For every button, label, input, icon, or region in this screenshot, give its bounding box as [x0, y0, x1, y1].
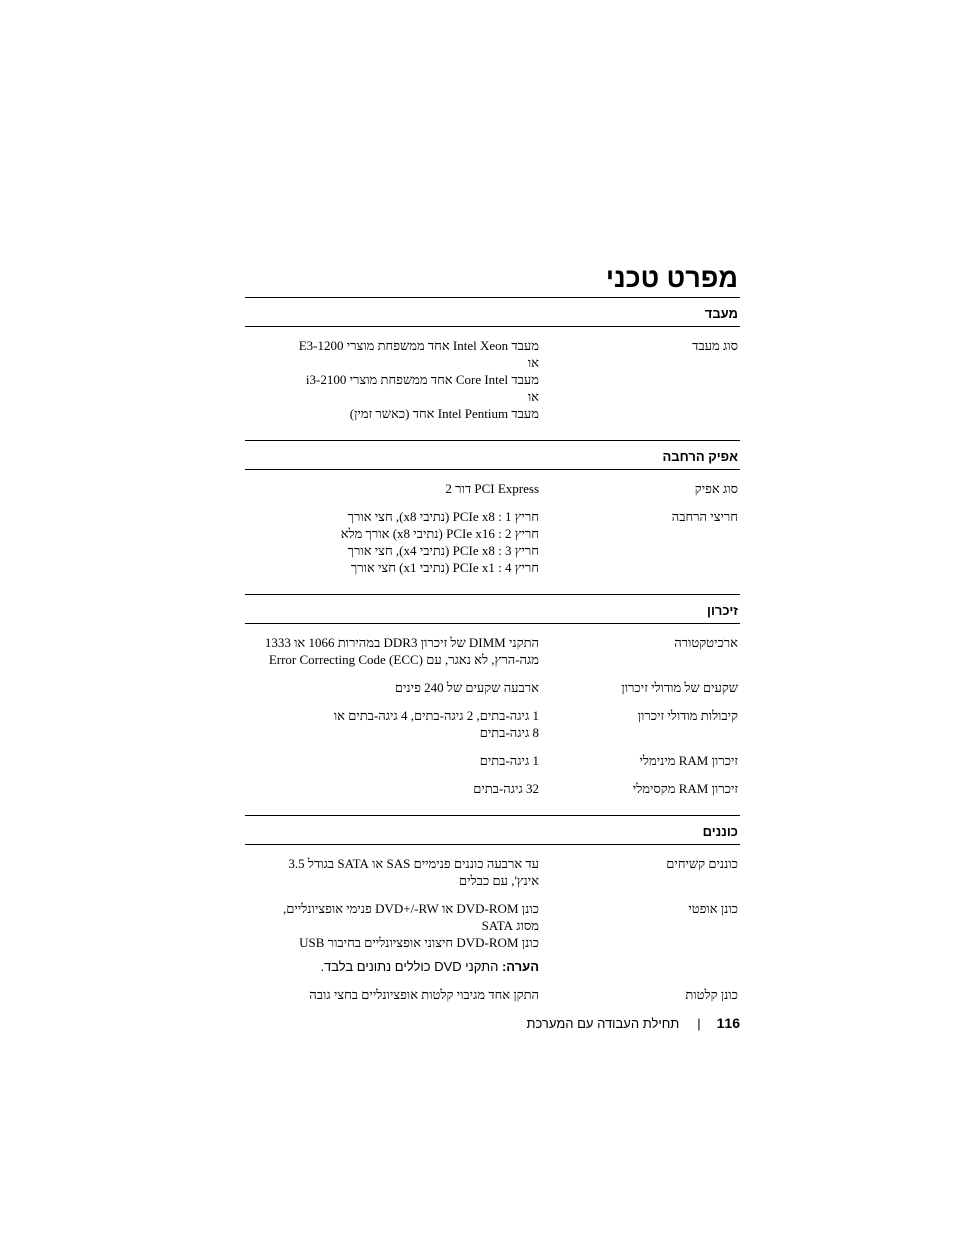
- section-memory: [245, 594, 740, 809]
- spec-value-line: ארבעה שקעים של 240 פינים: [394, 680, 539, 695]
- spec-label: זיכרון RAM מינימלי: [639, 753, 738, 768]
- spec-value-line: או: [527, 355, 539, 370]
- section-title-processor: מעבד: [245, 298, 740, 327]
- spec-label: חריצי הרחבה: [671, 509, 738, 524]
- note-label: הערה:: [501, 959, 539, 974]
- spec-value: [245, 480, 539, 497]
- spec-value: [245, 508, 539, 576]
- content: [245, 262, 740, 1021]
- spec-value-line: או: [527, 389, 539, 404]
- page-title: מפרט טכני: [605, 263, 738, 293]
- spec-label: סוג מעבד: [692, 338, 738, 353]
- spec-row: [245, 480, 740, 497]
- spec-label: ארכיטקטורה: [674, 635, 738, 650]
- spec-label: קיבולות מודולי זיכרון: [637, 708, 738, 723]
- spec-value: [245, 780, 539, 797]
- spec-label: כונן קלטות: [685, 987, 738, 1002]
- spec-value: [245, 855, 539, 889]
- spec-value-line: מעבד Intel Pentium אחד (כאשר זמין): [349, 406, 539, 421]
- spec-value-line: עד ארבעה כוננים פנימיים SAS או SATA בגודל 3.5: [288, 856, 539, 871]
- footer-separator: |: [697, 1016, 701, 1031]
- note: [245, 958, 539, 975]
- section-drives: [245, 815, 740, 1015]
- spec-row: [245, 634, 740, 668]
- spec-value-line: מעבד Core Intel אחד ממשפחת מוצרי i3-2100: [305, 372, 539, 387]
- note-text: התקני DVD כוללים נתונים בלבד.: [320, 959, 502, 974]
- spec-value-line: כונן DVD-ROM או DVD+/-RW פנימי אופציונליים,: [283, 901, 539, 916]
- spec-row: [245, 707, 740, 741]
- spec-value: [245, 900, 539, 975]
- spec-label: זיכרון RAM מקסימלי: [632, 781, 738, 796]
- section-title-expansion: אפיק הרחבה: [245, 441, 740, 470]
- spec-label: סוג אפיק: [694, 481, 738, 496]
- spec-value-line: חריץ 2 : PCIe x16 (נתיבי x8) אורך מלא: [340, 526, 539, 541]
- page-footer: [245, 1013, 740, 1034]
- spec-value: [245, 707, 539, 741]
- spec-value-line: 8 גיגה-בתים: [479, 725, 539, 740]
- spec-value-line: חריץ 1 : PCIe x8 (נתיבי x8), חצי אורך: [347, 509, 539, 524]
- spec-row: [245, 752, 740, 769]
- section-expansion: [245, 440, 740, 588]
- spec-value: [245, 679, 539, 696]
- section-title-drives: כוננים: [245, 816, 740, 845]
- spec-value-line: PCI Express דור 2: [445, 481, 539, 496]
- spec-row: [245, 986, 740, 1003]
- spec-label: כונן אופטי: [688, 901, 738, 916]
- spec-value-line: אינץ', עם כבלים: [459, 873, 539, 888]
- spec-value: [245, 986, 539, 1003]
- spec-value-line: 32 גיגה-בתים: [473, 781, 539, 796]
- spec-value: [245, 337, 539, 422]
- spec-value-line: 1 גיגה-בתים, 2 גיגה-בתים, 4 גיגה-בתים או: [333, 708, 539, 723]
- spec-row: [245, 679, 740, 696]
- footer-text: תחילת העבודה עם המערכת: [526, 1016, 680, 1031]
- spec-row: [245, 855, 740, 889]
- spec-row: [245, 900, 740, 975]
- spec-row: [245, 508, 740, 576]
- spec-value-line: מעבד Intel Xeon אחד ממשפחת מוצרי E3-1200: [298, 338, 539, 353]
- spec-value-line: מסוג SATA: [481, 918, 539, 933]
- spec-value: [245, 752, 539, 769]
- spec-label: כוננים קשיחים: [666, 856, 738, 871]
- spec-value-line: מגה-הרץ, לא נאגר, עם (ECC) Error Correcting Code: [268, 652, 539, 667]
- spec-row: [245, 780, 740, 797]
- spec-value-line: 1 גיגה-בתים: [479, 753, 539, 768]
- page-number: 116: [716, 1015, 740, 1031]
- spec-value: [245, 634, 539, 668]
- section-title-memory: זיכרון: [245, 595, 740, 624]
- spec-value-line: חריץ 4 : PCIe x1 (נתיבי x1) חצי אורך: [350, 560, 539, 575]
- spec-value-line: התקן אחד מגיבוי קלטות אופציונליים בחצי גובה: [309, 987, 539, 1002]
- spec-value-line: כונן DVD-ROM חיצוני אופציונליים בחיבור USB: [299, 935, 539, 950]
- section-processor: [245, 297, 740, 434]
- spec-value-line: התקני DIMM של זיכרון DDR3 במהירות 1066 או 1333: [264, 635, 539, 650]
- spec-row: [245, 337, 740, 422]
- spec-value-line: חריץ 3 : PCIe x8 (נתיבי x4), חצי אורך: [347, 543, 539, 558]
- spec-label: שקעים של מודולי זיכרון: [621, 680, 738, 695]
